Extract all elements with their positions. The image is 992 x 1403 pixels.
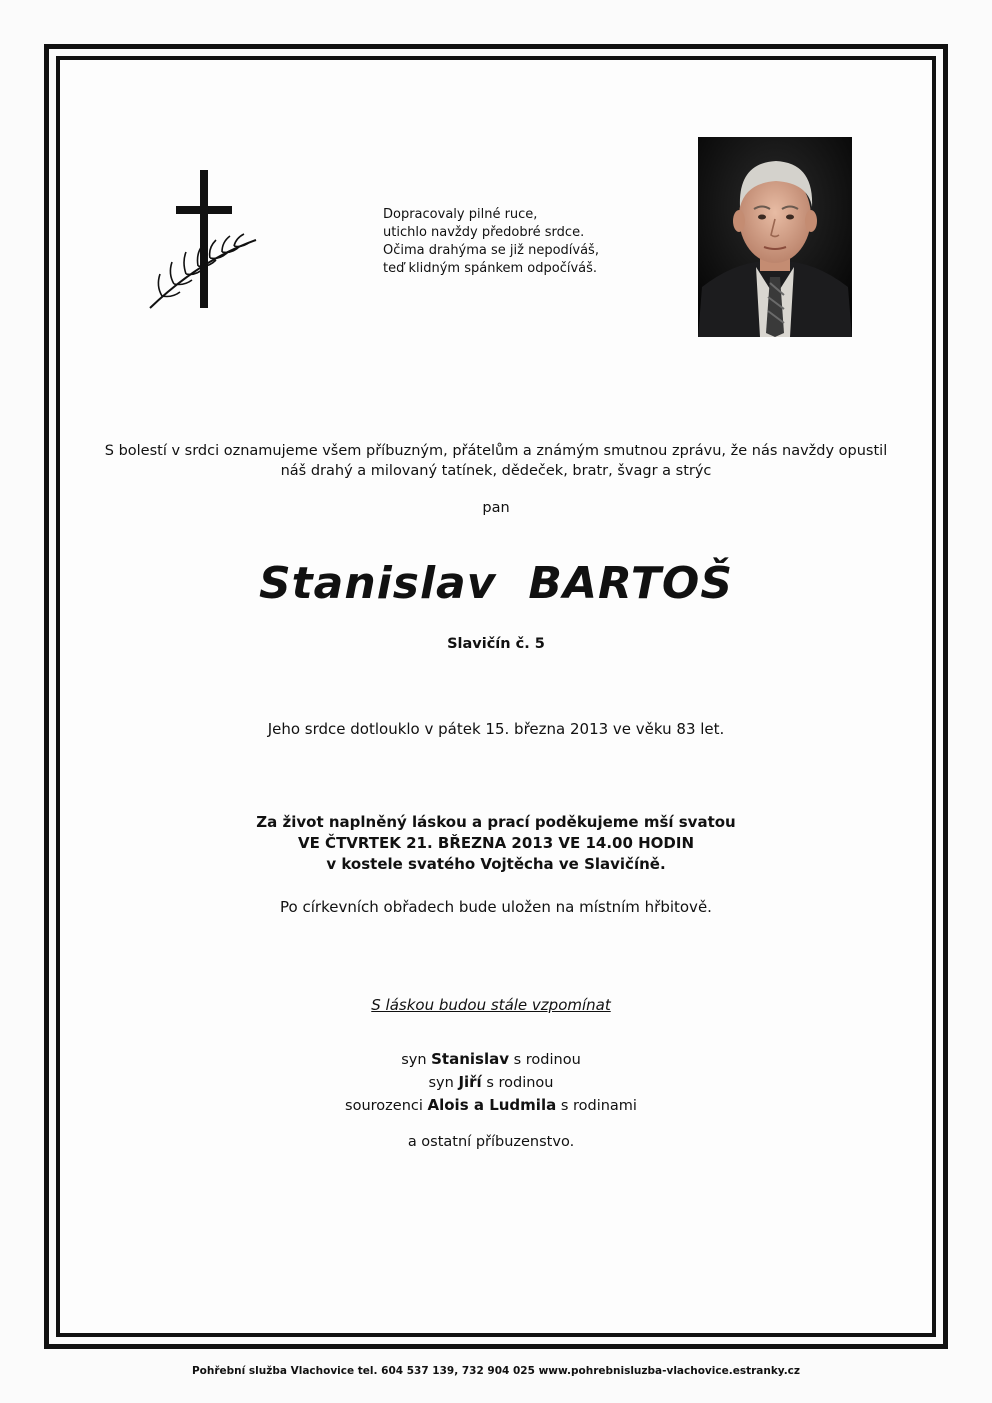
remember-heading: S láskou budou stále vzpomínat xyxy=(371,996,611,1014)
burial-notice: Po církevních obřadech bude uložen na místním hřbitově. xyxy=(280,898,712,916)
mourner-suffix: s rodinou xyxy=(486,1075,554,1091)
mass-line: Za život naplněný láskou a prací poděkujeme mší svatou xyxy=(256,813,736,831)
poem-line: teď klidným spánkem odpočíváš. xyxy=(383,261,598,276)
mourner-relation: sourozenci xyxy=(345,1098,423,1114)
portrait-photo xyxy=(698,137,852,337)
announcement-line: S bolestí v srdci oznamujeme všem příbuzným, přátelům a známým smutnou zprávu, že nás navždy opustil xyxy=(104,443,888,459)
mourner-row xyxy=(0,1048,982,1071)
mourner-relation: syn xyxy=(428,1075,454,1091)
title-prefix: pan xyxy=(482,500,510,516)
deceased-address: Slavičín č. 5 xyxy=(447,636,545,652)
mourner-suffix: s rodinou xyxy=(513,1052,581,1068)
funeral-mass-info xyxy=(0,812,992,875)
first-name: Stanislav xyxy=(258,558,497,609)
mass-line: v kostele svatého Vojtěcha ve Slavičíně. xyxy=(326,855,666,873)
poem-line: Dopracovaly pilné ruce, xyxy=(383,207,538,222)
announcement-line: náš drahý a milovaný tatínek, dědeček, bratr, švagr a strýc xyxy=(280,463,712,479)
mourner-name: Stanislav xyxy=(431,1050,510,1068)
poem-line: Očima drahýma se již nepodíváš, xyxy=(383,243,599,258)
death-notice: Jeho srdce dotlouklo v pátek 15. března 2013 ve věku 83 let. xyxy=(267,720,725,738)
mourner-suffix: s rodinami xyxy=(560,1098,637,1114)
mourner-name: Jiří xyxy=(458,1073,482,1091)
cross-with-palm-icon xyxy=(140,160,270,320)
mass-line: VE ČTVRTEK 21. BŘEZNA 2013 VE 14.00 HODIN xyxy=(297,834,695,852)
mourner-name: Alois a Ludmila xyxy=(427,1096,557,1114)
funeral-service-footer: Pohřební služba Vlachovice tel. 604 537 139, 732 904 025 www.pohrebnisluzba-vlachovice.estranky.cz xyxy=(191,1365,801,1377)
mourners-list xyxy=(0,1048,982,1117)
announcement-text xyxy=(100,441,892,481)
mourner-relation: syn xyxy=(401,1052,427,1068)
deceased-name xyxy=(0,558,992,609)
poem-verse xyxy=(383,206,623,278)
other-relatives: a ostatní příbuzenstvo. xyxy=(407,1134,575,1150)
mourner-row xyxy=(0,1094,982,1117)
mourner-row xyxy=(0,1071,982,1094)
last-name: BARTOŠ xyxy=(528,558,734,609)
poem-line: utichlo navždy předobré srdce. xyxy=(383,225,585,240)
